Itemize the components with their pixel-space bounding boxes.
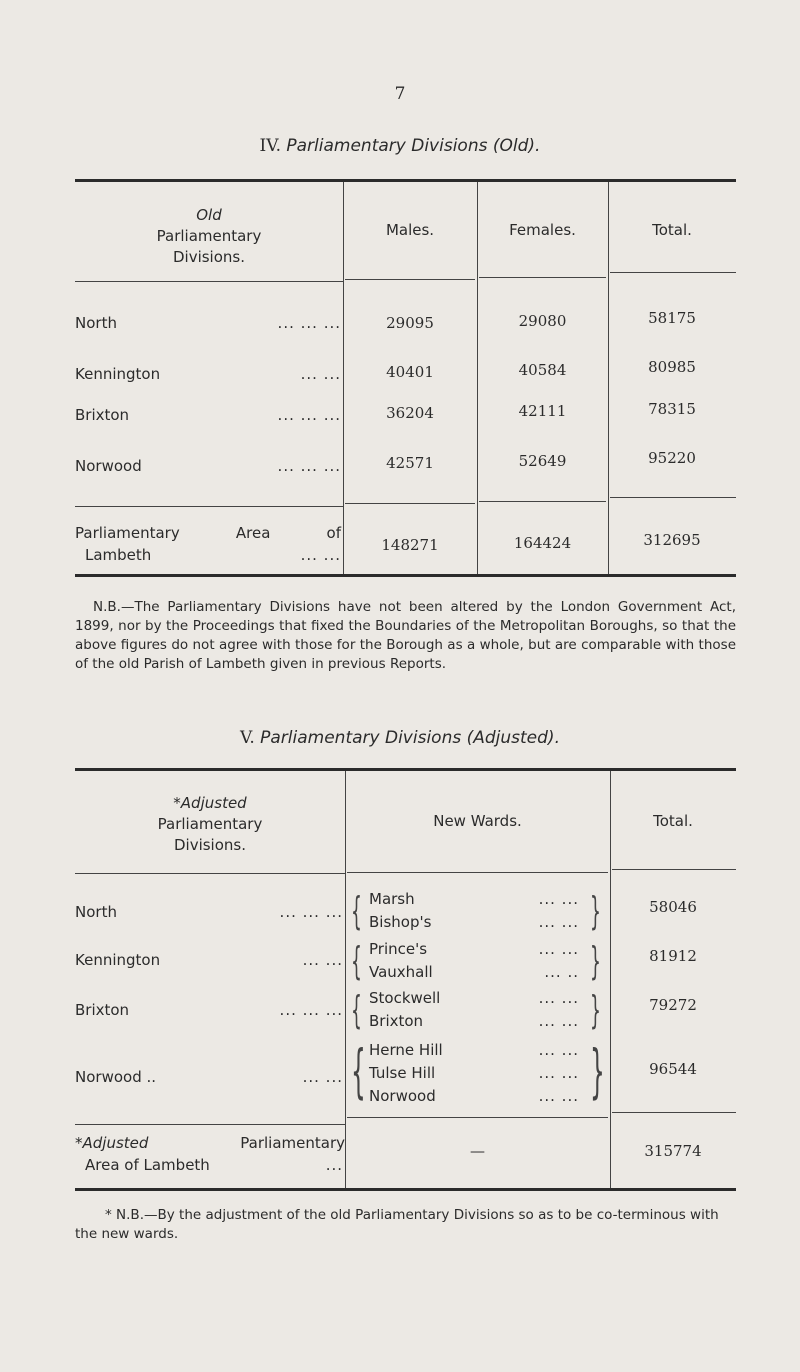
table4-footer-males: 148271 bbox=[381, 536, 439, 554]
table5-col-divider-2 bbox=[610, 771, 611, 1190]
table5-header-wards: New Wards. bbox=[433, 812, 522, 830]
table4-top-rule bbox=[75, 179, 736, 182]
right-brace-icon: } bbox=[590, 889, 601, 933]
table5-footer-wards: — bbox=[470, 1142, 485, 1160]
table4-header-rule-3 bbox=[479, 277, 606, 278]
table5-top-rule bbox=[75, 768, 736, 771]
left-brace-icon: { bbox=[351, 939, 362, 983]
table5-cell: 96544 bbox=[649, 1060, 697, 1078]
table4-header-division: Old Parliamentary Divisions. bbox=[156, 206, 262, 266]
table4-footer-rule-1 bbox=[75, 506, 343, 507]
table4-row: North ... ... ... bbox=[75, 314, 341, 332]
table4-header-rule-1 bbox=[75, 281, 343, 282]
table4-cell: 58175 bbox=[648, 309, 696, 327]
table4-bottom-rule bbox=[75, 574, 736, 577]
table4-header-total: Total. bbox=[652, 221, 692, 239]
table5-ward-list: Herne Hill ... ... Tulse Hill ... ... Norwood ... ... bbox=[369, 1041, 579, 1105]
table4-row: Kennington ... ... bbox=[75, 365, 341, 383]
table5-header-rule-3 bbox=[612, 869, 736, 870]
table4-note: N.B.—The Parliamentary Divisions have not been altered by the London Government Act, 1899, nor by the Proceedings that fixed the Boundaries of the Metropolitan Boroughs, so that the above figures do not agree with those for the Borough as a whole, but are comparable with those of the old Parish of Lambeth given in previous Reports. bbox=[75, 599, 736, 672]
table4-footer-rule-4 bbox=[610, 497, 736, 498]
table5-header-total: Total. bbox=[653, 812, 693, 830]
table5-row: Kennington ... ... bbox=[75, 951, 343, 969]
table5-footer-rule-1 bbox=[75, 1124, 345, 1125]
table4-cell: 42571 bbox=[386, 454, 434, 472]
table4-row: Brixton ... ... ... bbox=[75, 406, 341, 424]
table5-cell: 81912 bbox=[649, 947, 697, 965]
table5-note: * N.B.—By the adjustment of the old Parliamentary Divisions so as to be co-terminous with the new wards. bbox=[75, 1207, 719, 1242]
left-brace-icon: { bbox=[351, 889, 362, 933]
table4-col-divider-2 bbox=[477, 182, 478, 577]
table5-cell: 58046 bbox=[649, 898, 697, 916]
table4-qualifier: (Old). bbox=[492, 136, 541, 156]
table4-header-rule-4 bbox=[610, 272, 736, 273]
table4-header-males: Males. bbox=[385, 221, 435, 239]
table4-cell: 29095 bbox=[386, 314, 434, 332]
table5-footer-label: *Adjusted Parliamentary Area of Lambeth ... bbox=[75, 1134, 345, 1174]
table4-row: Norwood ... ... ... bbox=[75, 457, 341, 475]
table4-cell: 42111 bbox=[518, 402, 567, 420]
table5-qualifier: (Adjusted). bbox=[466, 728, 560, 748]
table5-row: North ... ... ... bbox=[75, 903, 343, 921]
table5-title bbox=[0, 728, 800, 748]
table4-cell: 40584 bbox=[518, 361, 567, 379]
table4-cell: 52649 bbox=[518, 452, 567, 470]
table4-cell: 78315 bbox=[648, 400, 696, 418]
table4-title-text: Parliamentary Divisions bbox=[286, 136, 488, 156]
table5-footer-rule-3 bbox=[612, 1112, 736, 1113]
table4-cell: 36204 bbox=[386, 404, 434, 422]
table5-footer-total: 315774 bbox=[644, 1142, 702, 1160]
right-brace-icon: } bbox=[590, 988, 601, 1032]
table5-ward-list: Marsh ... ... Bishop's ... ... bbox=[369, 890, 579, 931]
table4-header-females: Females. bbox=[509, 221, 576, 239]
table5-ward-list: Prince's ... ... Vauxhall ... .. bbox=[369, 940, 579, 981]
left-brace-icon: { bbox=[351, 988, 362, 1032]
table4-title bbox=[0, 136, 800, 156]
table5-footer-rule-2 bbox=[347, 1117, 608, 1118]
table4-numeral: IV. bbox=[259, 136, 281, 156]
table5-row: Norwood .. ... ... bbox=[75, 1068, 343, 1086]
table4-cell: 40401 bbox=[386, 363, 434, 381]
table4-header-rule-2 bbox=[345, 279, 475, 280]
table5-col-divider-1 bbox=[345, 771, 346, 1190]
left-brace-icon: { bbox=[351, 1037, 366, 1105]
table4-cell: 80985 bbox=[648, 358, 696, 376]
table4-cell: 95220 bbox=[648, 449, 696, 467]
table4-footer-females: 164424 bbox=[513, 534, 572, 552]
table5-header-division: *Adjusted Parliamentary Divisions. bbox=[157, 794, 263, 854]
table4-footer-label: Parliamentary Area of Lambeth ... ... bbox=[75, 524, 341, 564]
table4-footer-rule-2 bbox=[345, 503, 475, 504]
page-number: 7 bbox=[394, 84, 406, 104]
table4-footer-rule-3 bbox=[479, 501, 606, 502]
table5-header-rule-1 bbox=[75, 873, 345, 874]
table5-bottom-rule bbox=[75, 1188, 736, 1191]
right-brace-icon: } bbox=[590, 1037, 605, 1105]
right-brace-icon: } bbox=[590, 939, 601, 983]
table5-cell: 79272 bbox=[649, 996, 697, 1014]
table4-cell: 29080 bbox=[518, 312, 567, 330]
table4-col-divider-3 bbox=[608, 182, 609, 577]
table5-header-rule-2 bbox=[347, 872, 608, 873]
table5-title-text: Parliamentary Divisions bbox=[260, 728, 462, 748]
table5-row: Brixton ... ... ... bbox=[75, 1001, 343, 1019]
table4-footer-total: 312695 bbox=[643, 531, 701, 549]
table5-ward-list: Stockwell ... ... Brixton ... ... bbox=[369, 989, 579, 1030]
table5-numeral: V. bbox=[240, 728, 255, 748]
